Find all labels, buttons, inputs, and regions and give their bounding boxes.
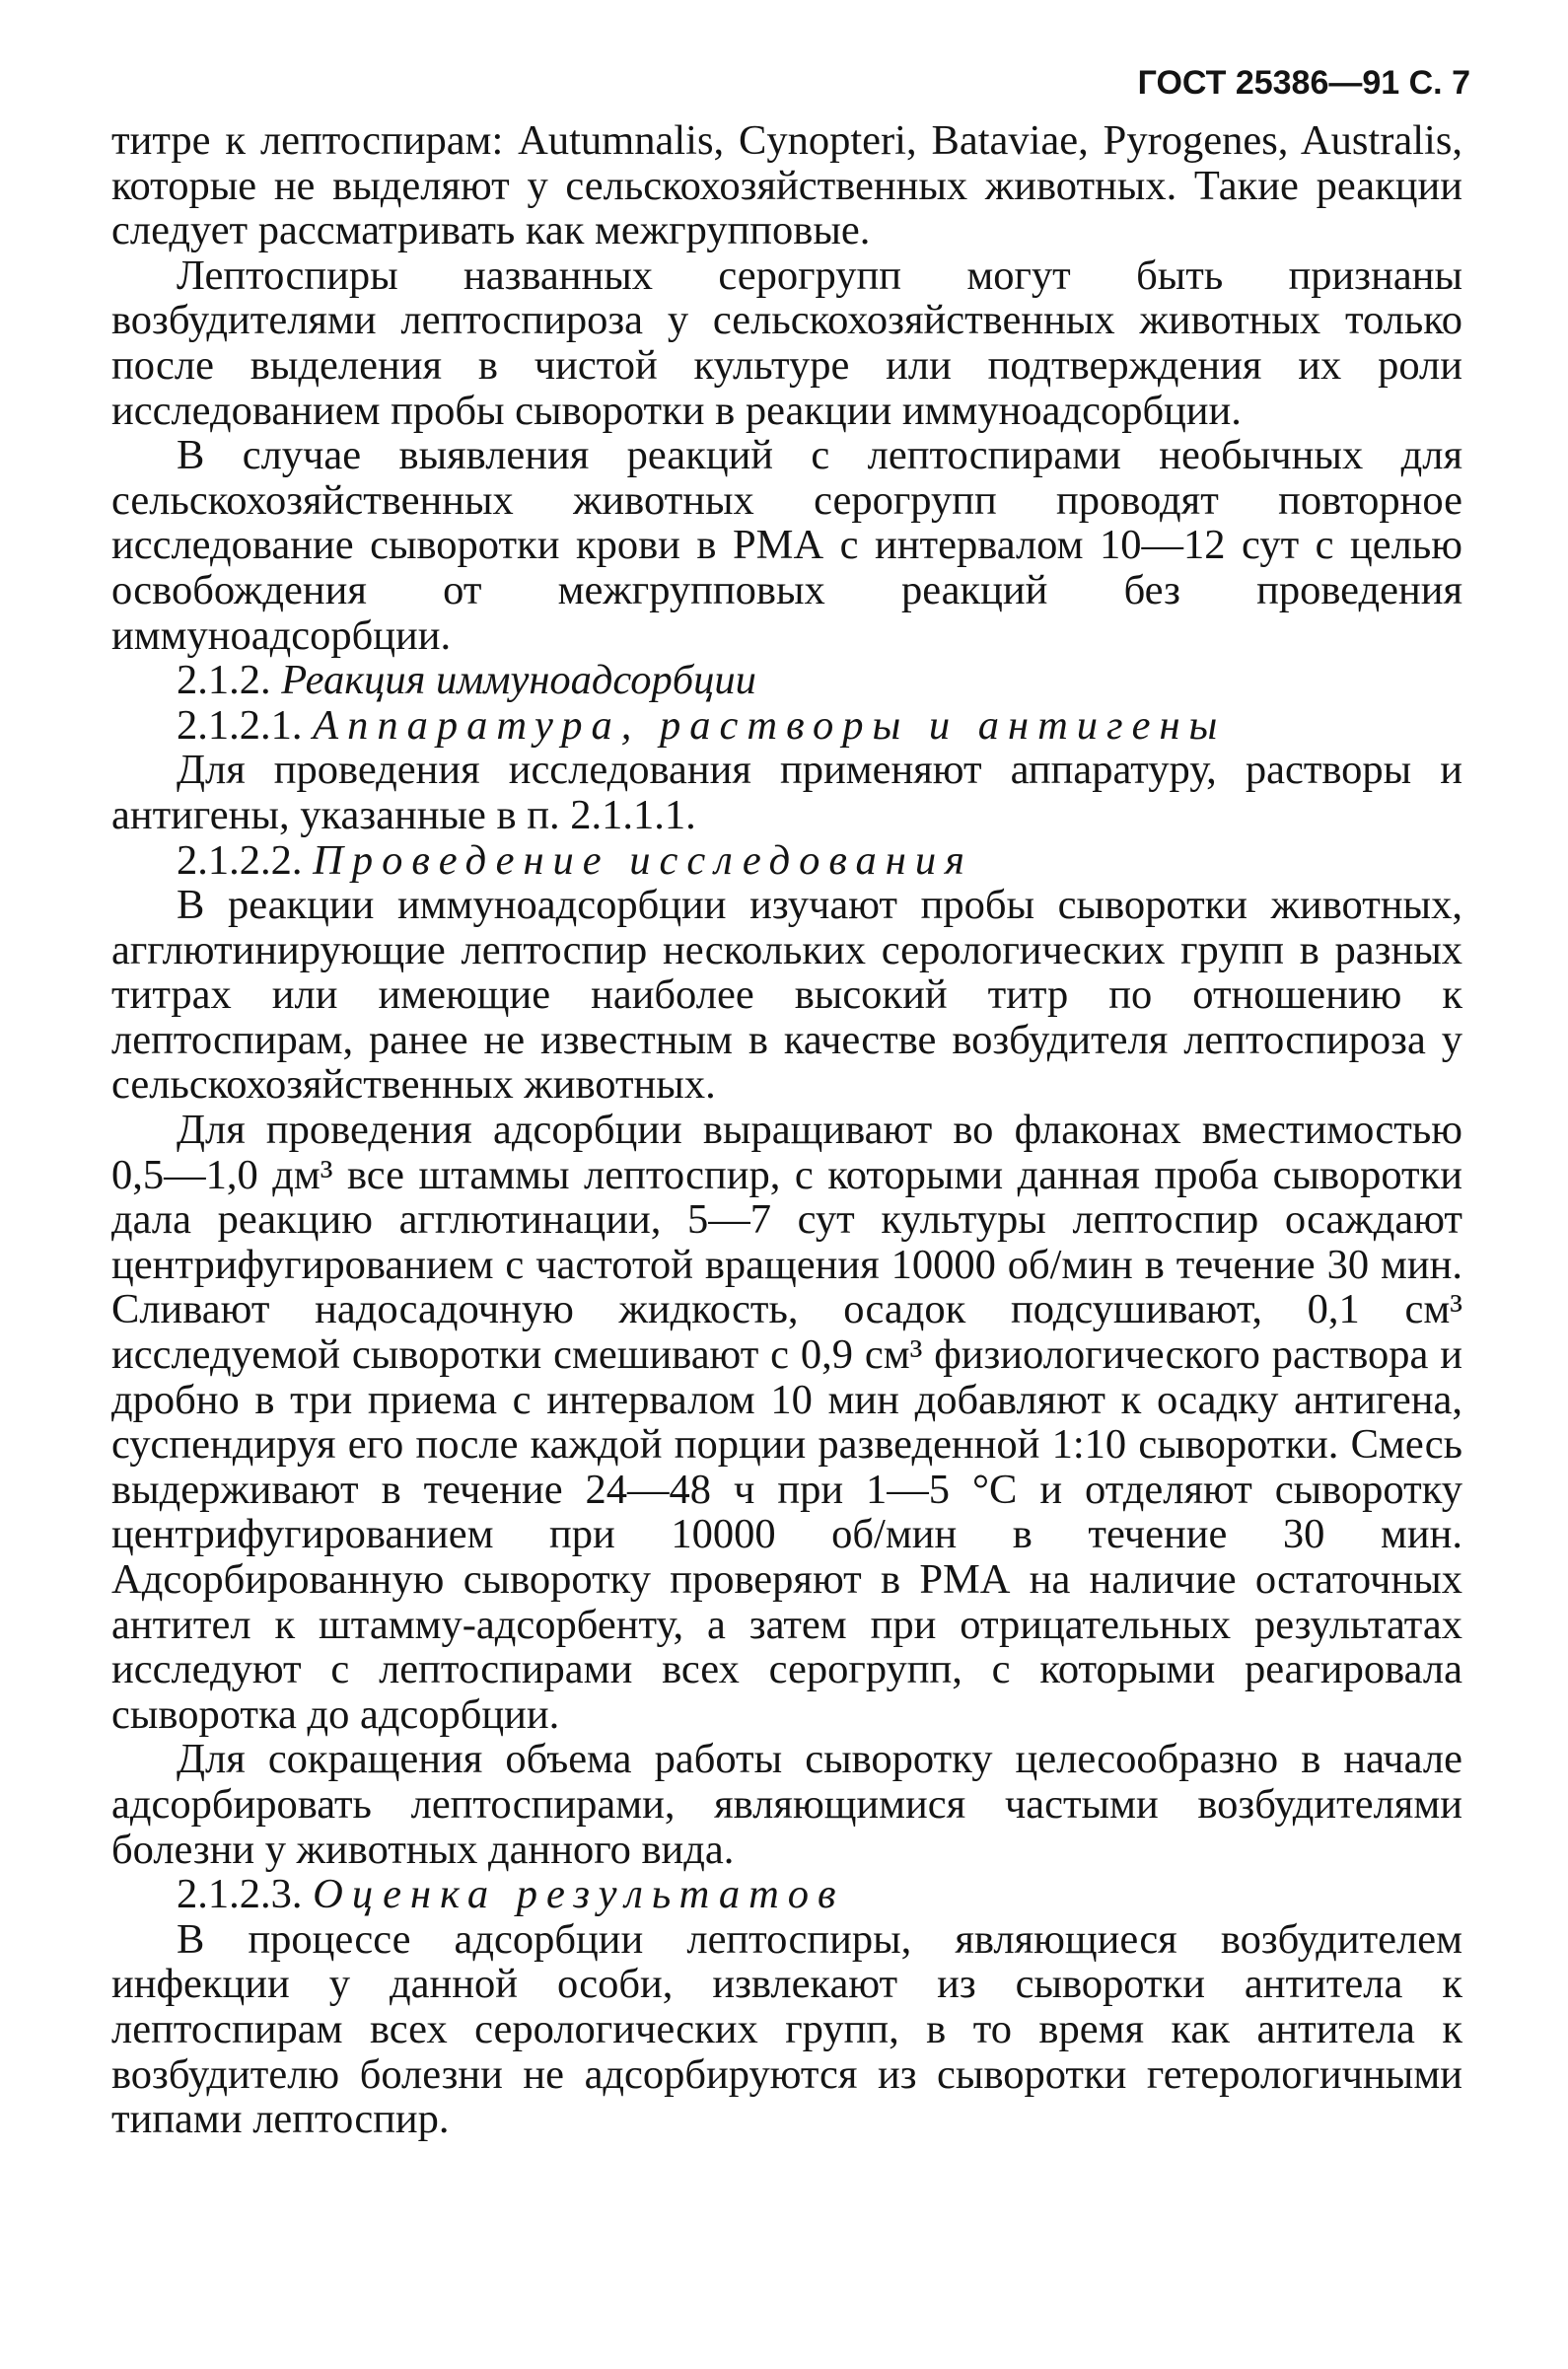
paragraph-7: Для сокращения объема работы сыворотку целесообразно в начале адсорбировать лептоспирами, являющимися частыми возбудителями болезни у животных данного вида. [111, 1736, 1462, 1873]
section-number: 2.1.2. [177, 657, 271, 704]
paragraph-8: В процессе адсорбции лептоспиры, являющиеся возбудителем инфекции у данной особи, извлекают из сыворотки антитела к лептоспирам всех серологических групп, в то время как антитела к возбудителю болезни не адсорбируются из сыворотки гетерологичными типами лептоспир. [111, 1915, 1462, 2143]
section-title: Аппаратура, растворы и антигены [313, 701, 1227, 749]
section-number: 2.1.2.1. [177, 701, 303, 749]
section-title: Оценка результатов [313, 1871, 845, 1918]
paragraph-2: Лептоспиры названных серогрупп могут быть признаны возбудителями лептоспироза у сельскохозяйственных животных только после выделения в чистой культуре или подтверждения их роли исследованием пробы сыворотки в реакции иммуноадсорбции. [111, 251, 1462, 434]
section-heading-2-1-2-3 [111, 1872, 1462, 1917]
section-number: 2.1.2.3. [177, 1871, 303, 1918]
section-heading-2-1-2-2 [111, 838, 1462, 884]
section-title: Проведение исследования [313, 836, 973, 884]
paragraph-6: Для проведения адсорбции выращивают во флаконах вместимостью 0,5—1,0 дм³ все штаммы лептоспир, с которыми данная проба сыворотки дала реакцию агглютинации, 5—7 сут культуры лептоспир осаждают центрифугированием с частотой вращения 10000 об/мин в течение 30 мин. Сливают надосадочную жидкость, осадок подсушивают, 0,1 см³ исследуемой сыворотки смешивают с 0,9 см³ физиологического раствора и дробно в три приема с интервалом 10 мин добавляют к осадку антигена, суспендируя его после каждой порции разведенной 1:10 сыворотки. Смесь выдерживают в течение 24—48 ч при 1—5 °С и отделяют сыворотку центрифугированием при 10000 об/мин в течение 30 мин. Адсорбированную сыворотку проверяют в РМА на наличие остаточных антител к штамму-адсорбенту, а затем при отрицательных результатах исследуют с лептоспирами всех серогрупп, с которыми реагировала сыворотка до адсорбции. [111, 1107, 1462, 1738]
paragraph-1: титре к лептоспирам: Autumnalis, Cynopteri, Bataviae, Pyrogenes, Australis, которые не выделяют у сельскохозяйственных животных. Такие реакции следует рассматривать как межгрупповые. [111, 117, 1462, 254]
page-header: ГОСТ 25386—91 С. 7 [1137, 64, 1470, 102]
section-heading-2-1-2-1 [111, 703, 1462, 749]
document-page [111, 59, 1470, 2143]
section-heading-2-1-2 [111, 658, 1462, 703]
paragraph-3: В случае выявления реакций с лептоспирами необычных для сельскохозяйственных животных серогрупп проводят повторное исследование сыворотки крови в РМА с интервалом 10—12 сут с целью освобождения от межгрупповых реакций без проведения иммуноадсорбции. [111, 432, 1462, 659]
paragraph-5: В реакции иммуноадсорбции изучают пробы сыворотки животных, агглютинирующие лептоспир нескольких серологических групп в разных титрах или имеющие наиболее высокий титр по отношению к лептоспирам, ранее не известным в качестве возбудителя лептоспироза у сельскохозяйственных животных. [111, 882, 1462, 1109]
section-number: 2.1.2.2. [177, 836, 303, 884]
paragraph-4: Для проведения исследования применяют аппаратуру, растворы и антигены, указанные в п. 2.1.1.1. [111, 747, 1462, 838]
section-title: Реакция иммуноадсорбции [281, 657, 756, 704]
